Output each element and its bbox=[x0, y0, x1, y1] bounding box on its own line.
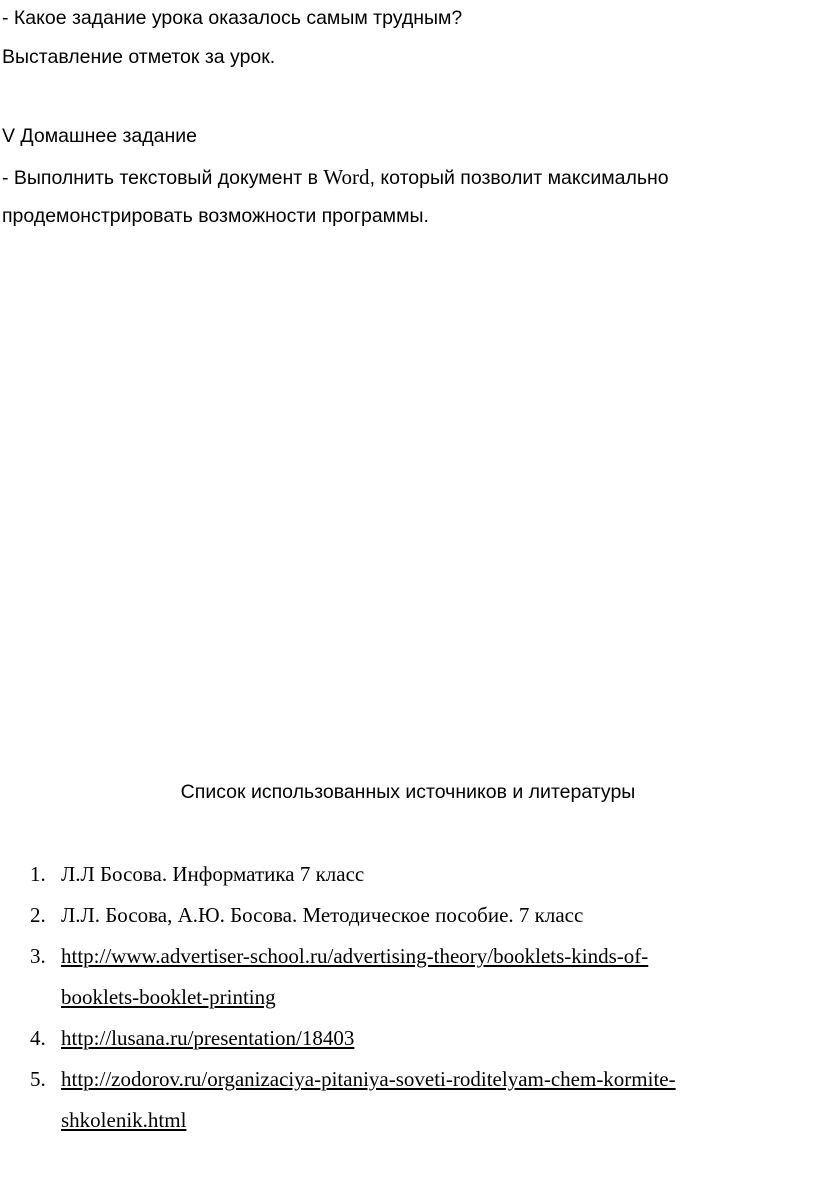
reference-item-3 bbox=[30, 943, 800, 1011]
reference-number: 2. bbox=[30, 903, 46, 927]
reference-item-5 bbox=[30, 1066, 800, 1134]
homework-task-line-1 bbox=[2, 164, 669, 191]
reference-number: 1. bbox=[30, 862, 46, 886]
homework-task-part-2: , который позволит максимально bbox=[369, 167, 669, 189]
reflection-question: - Какое задание урока оказалось самым трудным? bbox=[2, 7, 463, 29]
homework-task-word: Word bbox=[323, 165, 370, 189]
homework-heading: V Домашнее задание bbox=[2, 125, 197, 147]
homework-task-part-1: - Выполнить текстовый документ в bbox=[2, 167, 324, 189]
reference-number: 3. bbox=[30, 944, 46, 968]
reference-number: 5. bbox=[30, 1067, 46, 1091]
reference-number: 4. bbox=[30, 1026, 46, 1050]
grading-line: Выставление отметок за урок. bbox=[2, 46, 276, 68]
reference-text: Л.Л. Босова, А.Ю. Босова. Методическое пособие. 7 класс bbox=[61, 903, 584, 927]
reference-link-line-1[interactable]: http://www.advertiser-school.ru/advertising-theory/booklets-kinds-of- bbox=[61, 944, 649, 968]
reference-text: Л.Л Босова. Информатика 7 класс bbox=[61, 862, 365, 886]
homework-task-line-2: продемонстрировать возможности программы. bbox=[2, 205, 429, 227]
reference-link-line-1[interactable]: http://zodorov.ru/organizaciya-pitaniya-soveti-roditelyam-chem-kormite- bbox=[61, 1067, 676, 1091]
reference-link[interactable]: http://lusana.ru/presentation/18403 bbox=[61, 1026, 355, 1050]
references-title: Список использованных источников и литературы bbox=[180, 781, 636, 803]
reference-link-line-2[interactable]: booklets-booklet-printing bbox=[61, 985, 276, 1009]
reference-link-line-2[interactable]: shkolenik.html bbox=[61, 1108, 187, 1132]
